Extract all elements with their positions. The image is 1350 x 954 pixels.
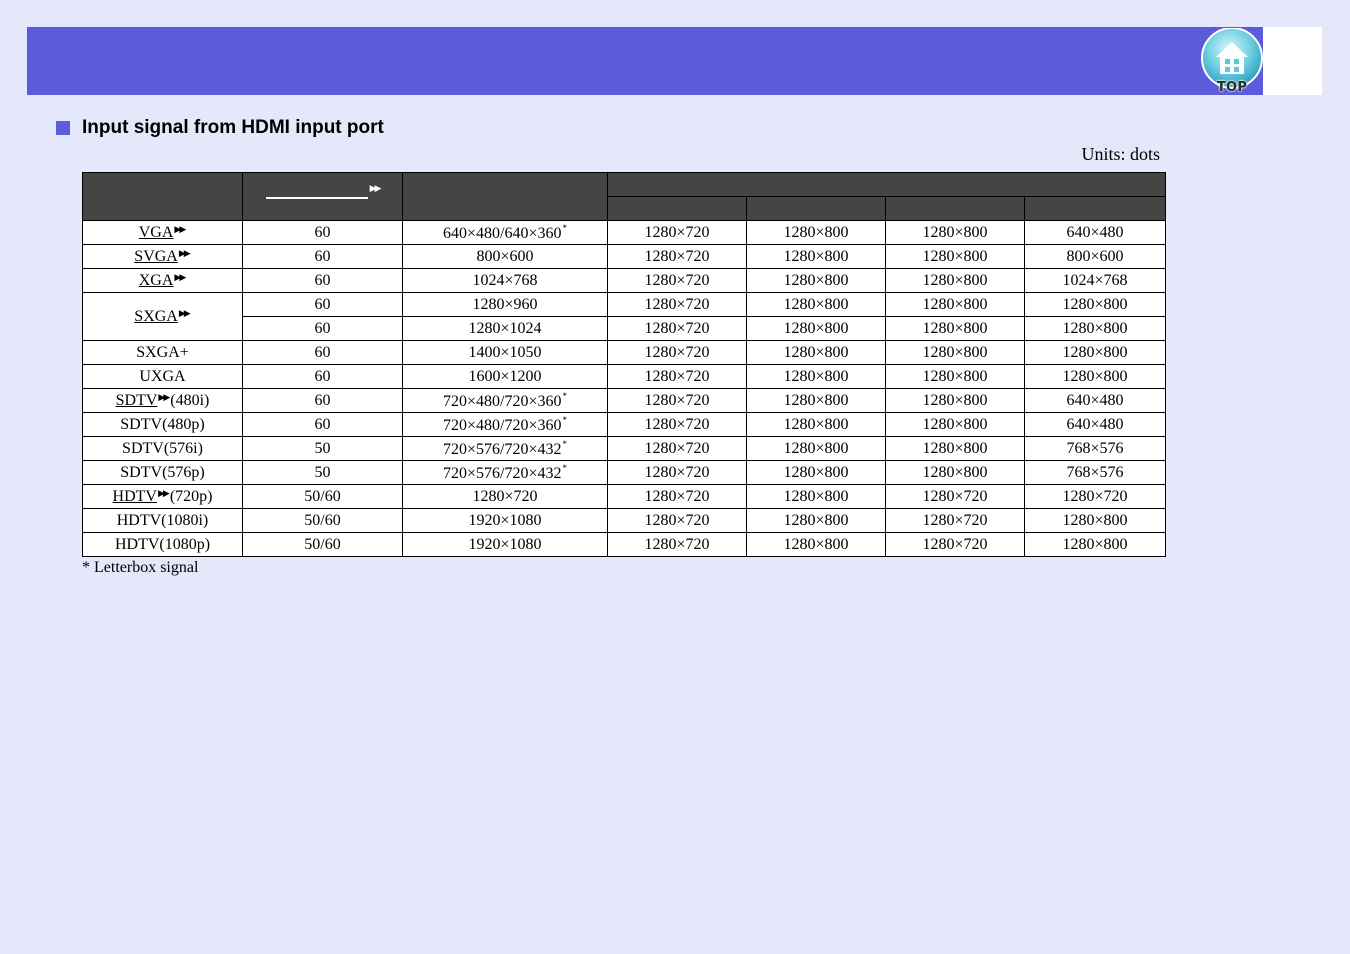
resolution-value: 640×480/640×360 — [443, 224, 562, 242]
refresh-rate-cell: 60 — [243, 389, 403, 413]
letterbox-asterisk: * — [562, 438, 567, 449]
signal-glossary-link[interactable]: SDTV — [115, 391, 158, 409]
signal-cell[interactable] — [83, 269, 243, 293]
resolution-value: 720×576/720×432 — [443, 440, 562, 458]
display-resolution-cell-1: 1280×720 — [608, 389, 747, 413]
table-row — [83, 293, 1166, 317]
top-button[interactable] — [1200, 28, 1264, 94]
table-row — [83, 389, 1166, 413]
section-heading — [56, 117, 384, 139]
refresh-rate-cell: 60 — [243, 269, 403, 293]
header-cell-display-group — [608, 173, 1166, 197]
signal-cell — [83, 461, 243, 485]
display-resolution-cell-2: 1280×800 — [747, 509, 886, 533]
display-resolution-cell-3: 1280×800 — [886, 365, 1025, 389]
signal-cell — [83, 341, 243, 365]
signal-cell — [83, 413, 243, 437]
signal-glossary-link[interactable]: VGA — [138, 223, 174, 241]
square-bullet-icon — [56, 121, 70, 135]
signal-suffix: (480i) — [170, 391, 210, 409]
header-cell-mode-2 — [747, 197, 886, 221]
display-resolution-cell-2: 1280×800 — [747, 389, 886, 413]
table-row — [83, 437, 1166, 461]
display-resolution-cell-1: 1280×720 — [608, 437, 747, 461]
table-row — [83, 341, 1166, 365]
signal-name: SXGA+ — [136, 343, 189, 361]
refresh-rate-cell: 60 — [243, 245, 403, 269]
resolution-cell — [403, 269, 608, 293]
resolution-value: 1280×960 — [472, 295, 538, 313]
glossary-arrow-icon[interactable]: ▶▶ — [158, 391, 169, 402]
resolution-value: 720×480/720×360 — [443, 416, 562, 434]
display-resolution-cell-1: 1280×720 — [608, 221, 747, 245]
glossary-arrow-icon: ▶▶ — [369, 183, 380, 193]
display-resolution-cell-2: 1280×800 — [747, 437, 886, 461]
signal-suffix: (720p) — [169, 487, 213, 505]
table-row — [83, 365, 1166, 389]
display-resolution-cell-2: 1280×800 — [747, 485, 886, 509]
resolution-cell — [403, 317, 608, 341]
resolution-value: 1600×1200 — [468, 367, 542, 385]
signal-name: HDTV(1080i) — [116, 511, 209, 529]
display-resolution-cell-1: 1280×720 — [608, 293, 747, 317]
table-row — [83, 317, 1166, 341]
signal-cell — [83, 509, 243, 533]
signal-name: SDTV(480p) — [120, 415, 205, 433]
glossary-arrow-icon[interactable]: ▶▶ — [178, 307, 189, 318]
display-resolution-cell-4: 1280×800 — [1025, 365, 1166, 389]
table-row — [83, 413, 1166, 437]
resolution-cell — [403, 413, 608, 437]
display-resolution-cell-3: 1280×800 — [886, 245, 1025, 269]
table-row — [83, 461, 1166, 485]
display-resolution-cell-1: 1280×720 — [608, 365, 747, 389]
display-resolution-cell-3: 1280×800 — [886, 461, 1025, 485]
resolution-cell — [403, 365, 608, 389]
resolution-value: 800×600 — [476, 247, 534, 265]
display-resolution-cell-3: 1280×800 — [886, 413, 1025, 437]
display-resolution-cell-1: 1280×720 — [608, 245, 747, 269]
header-cell-mode-1 — [608, 197, 747, 221]
refresh-rate-cell: 50 — [243, 437, 403, 461]
letterbox-asterisk: * — [562, 462, 567, 473]
display-resolution-cell-2: 1280×800 — [747, 413, 886, 437]
display-resolution-cell-2: 1280×800 — [747, 341, 886, 365]
refresh-rate-cell: 60 — [243, 365, 403, 389]
header-cell-mode-4 — [1025, 197, 1166, 221]
display-resolution-cell-4: 1280×720 — [1025, 485, 1166, 509]
table-row — [83, 269, 1166, 293]
display-resolution-cell-4: 768×576 — [1025, 461, 1166, 485]
signal-cell[interactable] — [83, 389, 243, 413]
signal-glossary-link[interactable]: HDTV — [112, 487, 157, 505]
display-resolution-cell-1: 1280×720 — [608, 341, 747, 365]
signal-table — [82, 172, 1166, 557]
header-cell-resolution — [403, 173, 608, 221]
display-resolution-cell-1: 1280×720 — [608, 413, 747, 437]
display-resolution-cell-4: 1280×800 — [1025, 317, 1166, 341]
display-resolution-cell-2: 1280×800 — [747, 245, 886, 269]
display-resolution-cell-4: 1280×800 — [1025, 341, 1166, 365]
signal-cell[interactable] — [83, 293, 243, 341]
resolution-value: 1280×1024 — [468, 319, 542, 337]
display-resolution-cell-4: 1280×800 — [1025, 293, 1166, 317]
resolution-cell — [403, 509, 608, 533]
table-row — [83, 485, 1166, 509]
signal-glossary-link[interactable]: SVGA — [134, 247, 178, 265]
resolution-value: 1400×1050 — [468, 343, 542, 361]
display-resolution-cell-2: 1280×800 — [747, 221, 886, 245]
resolution-value: 1920×1080 — [468, 511, 542, 529]
display-resolution-cell-2: 1280×800 — [747, 317, 886, 341]
display-resolution-cell-4: 640×480 — [1025, 389, 1166, 413]
glossary-arrow-icon[interactable]: ▶▶ — [157, 487, 168, 498]
signal-cell — [83, 533, 243, 557]
display-resolution-cell-3: 1280×800 — [886, 221, 1025, 245]
resolution-value: 720×576/720×432 — [443, 464, 562, 482]
header-cell-signal — [83, 173, 243, 221]
signal-glossary-link[interactable]: SXGA — [134, 307, 178, 325]
refresh-rate-cell: 50 — [243, 461, 403, 485]
signal-cell — [83, 365, 243, 389]
table-row — [83, 509, 1166, 533]
display-resolution-cell-2: 1280×800 — [747, 293, 886, 317]
footnote: * Letterbox signal — [82, 559, 199, 576]
signal-glossary-link[interactable]: XGA — [138, 271, 174, 289]
refresh-rate-cell: 60 — [243, 293, 403, 317]
glossary-arrow-icon[interactable]: ▶▶ — [178, 247, 189, 258]
display-resolution-cell-3: 1280×800 — [886, 389, 1025, 413]
resolution-cell — [403, 245, 608, 269]
signal-cell — [83, 437, 243, 461]
display-resolution-cell-3: 1280×800 — [886, 317, 1025, 341]
letterbox-asterisk: * — [562, 414, 567, 425]
signal-cell[interactable] — [83, 245, 243, 269]
refresh-rate-cell: 60 — [243, 317, 403, 341]
resolution-value: 1920×1080 — [468, 535, 542, 553]
refresh-rate-cell: 50/60 — [243, 533, 403, 557]
table-body — [83, 221, 1166, 557]
display-resolution-cell-1: 1280×720 — [608, 485, 747, 509]
display-resolution-cell-2: 1280×800 — [747, 533, 886, 557]
refresh-rate-cell: 60 — [243, 341, 403, 365]
resolution-cell — [403, 437, 608, 461]
display-resolution-cell-1: 1280×720 — [608, 317, 747, 341]
display-resolution-cell-4: 1024×768 — [1025, 269, 1166, 293]
signal-cell[interactable] — [83, 485, 243, 509]
letterbox-asterisk: * — [562, 390, 567, 401]
resolution-cell — [403, 461, 608, 485]
table-row — [83, 533, 1166, 557]
display-resolution-cell-1: 1280×720 — [608, 269, 747, 293]
resolution-cell — [403, 341, 608, 365]
resolution-value: 1024×768 — [472, 271, 538, 289]
section-title: Input signal from HDMI input port — [82, 117, 384, 138]
signal-name: SDTV(576i) — [122, 439, 203, 457]
display-resolution-cell-4: 640×480 — [1025, 221, 1166, 245]
display-resolution-cell-1: 1280×720 — [608, 533, 747, 557]
header-cell-refresh[interactable] — [243, 173, 403, 221]
display-resolution-cell-4: 1280×800 — [1025, 533, 1166, 557]
table-row — [83, 221, 1166, 245]
header-band — [27, 27, 1263, 95]
display-resolution-cell-2: 1280×800 — [747, 365, 886, 389]
glossary-arrow-icon[interactable]: ▶▶ — [174, 223, 185, 234]
table-header — [83, 173, 1166, 221]
display-resolution-cell-3: 1280×800 — [886, 293, 1025, 317]
display-resolution-cell-2: 1280×800 — [747, 461, 886, 485]
display-resolution-cell-4: 1280×800 — [1025, 509, 1166, 533]
header-link-underline — [266, 197, 368, 199]
glossary-arrow-icon[interactable]: ▶▶ — [174, 271, 185, 282]
refresh-rate-cell: 60 — [243, 413, 403, 437]
display-resolution-cell-3: 1280×720 — [886, 485, 1025, 509]
letterbox-asterisk: * — [562, 222, 567, 233]
display-resolution-cell-3: 1280×720 — [886, 533, 1025, 557]
display-resolution-cell-4: 800×600 — [1025, 245, 1166, 269]
refresh-rate-cell: 50/60 — [243, 509, 403, 533]
resolution-cell — [403, 485, 608, 509]
signal-name: SDTV(576p) — [120, 463, 205, 481]
display-resolution-cell-3: 1280×800 — [886, 341, 1025, 365]
display-resolution-cell-1: 1280×720 — [608, 509, 747, 533]
resolution-cell — [403, 389, 608, 413]
display-resolution-cell-3: 1280×720 — [886, 509, 1025, 533]
header-cell-mode-3 — [886, 197, 1025, 221]
header-tab — [1263, 27, 1322, 95]
display-resolution-cell-4: 768×576 — [1025, 437, 1166, 461]
display-resolution-cell-3: 1280×800 — [886, 437, 1025, 461]
top-button-label: TOP — [1216, 80, 1248, 95]
signal-name: HDTV(1080p) — [114, 535, 211, 553]
resolution-cell — [403, 533, 608, 557]
display-resolution-cell-4: 640×480 — [1025, 413, 1166, 437]
refresh-rate-cell: 60 — [243, 221, 403, 245]
refresh-rate-cell: 50/60 — [243, 485, 403, 509]
resolution-cell — [403, 221, 608, 245]
resolution-value: 720×480/720×360 — [443, 392, 562, 410]
resolution-value: 1280×720 — [472, 487, 538, 505]
signal-cell[interactable] — [83, 221, 243, 245]
signal-name: UXGA — [139, 367, 186, 385]
display-resolution-cell-2: 1280×800 — [747, 269, 886, 293]
display-resolution-cell-1: 1280×720 — [608, 461, 747, 485]
units-note: Units: dots — [1081, 144, 1160, 164]
table-row — [83, 245, 1166, 269]
display-resolution-cell-3: 1280×800 — [886, 269, 1025, 293]
resolution-cell — [403, 293, 608, 317]
